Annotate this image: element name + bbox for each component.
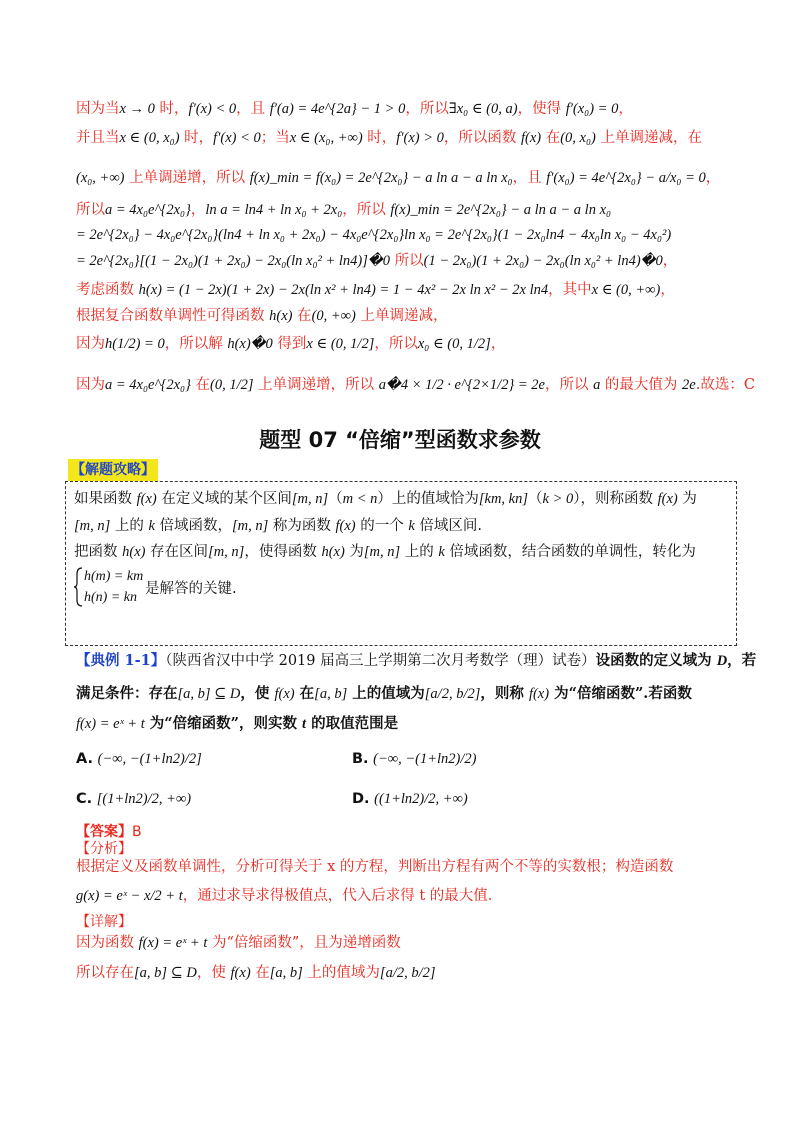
math: (0, 1/2] xyxy=(210,377,254,393)
text: 上单调递增，所以 xyxy=(253,377,379,393)
text: ， xyxy=(190,202,206,218)
solution-line-7 xyxy=(76,279,675,301)
text: 为 xyxy=(344,544,364,560)
text: 得到 xyxy=(272,336,307,352)
math: (1 − 2x₀)(1 + 2x₀) − 2x₀(ln x₀² + ln4)�0 xyxy=(423,253,663,269)
math: [a, b] xyxy=(269,965,303,981)
text: ，使得 xyxy=(517,101,566,117)
math: [a, b] xyxy=(314,686,348,702)
text: ，通过求导求得极值点，代入后求得 t 的最大值. xyxy=(182,888,493,904)
text: .故选：C xyxy=(695,377,755,393)
equation-system xyxy=(74,566,144,608)
math: f′(x) < 0 xyxy=(213,130,261,146)
detail-line-2 xyxy=(76,962,436,984)
text: 上的值域为 xyxy=(302,965,380,981)
math: [a/2, b/2] xyxy=(424,686,481,702)
math: f(x) xyxy=(657,491,678,507)
text: ）上的值域恰为 xyxy=(377,491,479,507)
example-line-2 xyxy=(76,683,692,705)
equation-1: h(m) = km xyxy=(84,569,144,584)
text: 的一个 xyxy=(355,518,409,534)
text: 在 xyxy=(190,377,210,393)
solution-line-9 xyxy=(76,333,505,355)
text: 为“倍缩函数”，且为递增函数 xyxy=(207,935,401,951)
math: f(x) = eˣ + t xyxy=(138,935,208,951)
text: ， xyxy=(705,170,721,186)
text: ，且 xyxy=(236,101,270,117)
text: ，使 xyxy=(240,685,275,702)
text: 倍域函数， xyxy=(154,518,233,534)
left-brace-icon xyxy=(74,566,84,608)
math: g(x) = eˣ − x/2 + t xyxy=(76,888,183,904)
math: f(x)_min = 2e^{2x₀} − a ln a − a ln x₀ xyxy=(390,202,612,218)
math: h(x) = (1 − 2x)(1 + 2x) − 2x(ln x² + ln4) = 1 − 4x² − 2x ln x² − 2x ln4 xyxy=(138,282,549,298)
analysis-label: 【分析】 xyxy=(76,841,132,857)
text: 时， xyxy=(179,130,214,146)
text: 所以 xyxy=(390,253,424,269)
text: ， xyxy=(660,282,675,298)
math: (0, x₀) xyxy=(560,130,596,146)
solution-line-5 xyxy=(76,224,671,246)
text: 为“倍缩函数”.若函数 xyxy=(549,685,692,702)
math: a = 4x₀e^{2x₀} xyxy=(105,202,191,218)
math: [m, n] xyxy=(74,518,111,534)
math: f′(x₀) = 0 xyxy=(565,101,619,117)
example-label: 【典例 1-1】 xyxy=(76,652,166,669)
example-source: （陕西省汉中中学 2019 届高三上学期第二次月考数学（理）试卷） xyxy=(165,653,596,669)
text: 在 xyxy=(541,130,561,146)
detail-label: 【详解】 xyxy=(76,914,132,930)
math: = 2e^{2x₀} − 4x₀e^{2x₀}(ln4 + ln x₀ + 2x₀) − 4x₀e^{2x₀}ln x₀ = 2e^{2x₀}(1 − 2x₀ln4 − 4x₀ln x₀ − 4x₀²) xyxy=(76,227,672,243)
math: (x₀, +∞) xyxy=(76,170,125,186)
text: 倍域区间. xyxy=(414,518,483,534)
example-line-3 xyxy=(76,713,398,735)
math: h(x) xyxy=(269,308,293,324)
option-value: (−∞, −(1+ln2)/2) xyxy=(373,751,477,767)
text: ，使 xyxy=(196,965,231,981)
math: f(x) xyxy=(230,965,251,981)
math: f(x) xyxy=(274,686,295,702)
section-title: 题型 07 “倍缩”型函数求参数 xyxy=(259,428,541,452)
text: 上的 xyxy=(400,544,439,560)
math: a = 4x₀e^{2x₀} xyxy=(105,377,191,393)
math: f(x) = eˣ + t xyxy=(76,716,145,732)
text: ，使得函数 xyxy=(244,544,322,560)
math: ∃x₀ ∈ (0, a) xyxy=(448,101,518,117)
option-c[interactable] xyxy=(76,788,191,810)
math: D xyxy=(716,653,728,669)
tip-line-2 xyxy=(74,515,482,537)
equation-2: h(n) = kn xyxy=(84,590,137,605)
text: 在定义域的某个区间 xyxy=(156,491,292,507)
text: 所以 xyxy=(76,202,105,218)
answer-value: B xyxy=(132,824,142,840)
text: 根据复合函数单调性可得函数 xyxy=(76,308,270,324)
text: （ xyxy=(328,491,343,507)
math: (0, +∞) xyxy=(311,308,356,324)
text: 时， xyxy=(154,101,189,117)
math: ln a = ln4 + ln x₀ + 2x₀ xyxy=(205,202,343,218)
math: f(x)_min = f(x₀) = 2e^{2x₀} − a ln a − a ln x₀ xyxy=(249,170,513,186)
option-value: [(1+ln2)/2, +∞) xyxy=(96,791,192,807)
text: 因为 xyxy=(76,377,105,393)
math: f(x) xyxy=(528,686,550,702)
text: 称为函数 xyxy=(268,518,336,534)
math: k xyxy=(408,518,415,534)
text: 上单调递减，在 xyxy=(595,130,702,146)
text: 并且当 xyxy=(76,130,120,146)
option-label: B. xyxy=(352,751,369,767)
option-d[interactable] xyxy=(352,788,468,810)
math: x → 0 xyxy=(119,101,155,117)
math: = 2e^{2x₀}[(1 − 2x₀)(1 + 2x₀) − 2x₀(ln x₀² + ln4)]�0 xyxy=(76,253,390,269)
text: ；当 xyxy=(260,130,290,146)
text: 为 xyxy=(677,491,697,507)
math: f′(a) = 4e^{2a} − 1 > 0 xyxy=(269,101,406,117)
text: 因为 xyxy=(76,336,105,352)
tip-line-5: 是解答的关键. xyxy=(145,581,237,597)
option-label: A. xyxy=(76,751,93,767)
math: x ∈ (0, +∞) xyxy=(591,282,661,298)
math: f(x) xyxy=(335,518,356,534)
solution-line-1 xyxy=(76,98,633,120)
text: ，则称 xyxy=(480,685,529,702)
text: 倍域函数，结合函数的单调性，转化为 xyxy=(444,544,696,560)
text: ， xyxy=(618,101,633,117)
text: 上单调递增，所以 xyxy=(124,170,250,186)
math: [a, b] ⊆ D xyxy=(134,965,197,981)
math: x ∈ (x₀, +∞) xyxy=(289,130,363,146)
text: 设函数的定义域为 xyxy=(595,652,717,669)
math: f′(x) < 0 xyxy=(188,101,237,117)
math: f′(x₀) = 4e^{2x₀} − a/x₀ = 0 xyxy=(546,170,706,186)
tip-label: 【解题攻略】 xyxy=(68,459,158,481)
text: 的最大值为 xyxy=(600,377,683,393)
solution-line-3 xyxy=(76,167,720,189)
math: f(x) xyxy=(136,491,157,507)
text: 考虑函数 xyxy=(76,282,139,298)
text: ，所以函数 xyxy=(443,130,521,146)
detail-line-1 xyxy=(76,932,401,954)
text: 上单调递减， xyxy=(355,308,448,324)
math: h(x) xyxy=(122,544,146,560)
math: m < n xyxy=(342,491,378,507)
math: k xyxy=(438,544,445,560)
math: h(x) xyxy=(321,544,345,560)
text: 在 xyxy=(294,685,315,702)
answer xyxy=(76,823,142,841)
text: ，若 xyxy=(727,652,757,669)
option-label: D. xyxy=(352,791,370,807)
text: 把函数 xyxy=(74,544,123,560)
text: ，所以 xyxy=(342,202,391,218)
text: 所以存在 xyxy=(76,965,134,981)
text: 上的 xyxy=(110,518,149,534)
text: ，所以 xyxy=(374,336,418,352)
text: 因为函数 xyxy=(76,935,139,951)
math: h(1/2) = 0 xyxy=(105,336,165,352)
option-value: (−∞, −(1+ln2)/2] xyxy=(97,751,202,767)
math: f′(x) > 0 xyxy=(396,130,444,146)
math: [m, n] xyxy=(232,518,269,534)
answer-label: 【答案】 xyxy=(76,824,132,840)
math: k > 0 xyxy=(542,491,574,507)
text: ，所以 xyxy=(544,377,594,393)
text: 时， xyxy=(362,130,397,146)
text: 如果函数 xyxy=(74,491,137,507)
text: 在 xyxy=(250,965,270,981)
math: k xyxy=(148,518,155,534)
example-line-1 xyxy=(76,650,756,672)
text: 因为当 xyxy=(76,101,120,117)
text: ，所以解 xyxy=(164,336,228,352)
math: f(x) xyxy=(520,130,542,146)
solution-line-2 xyxy=(76,127,702,149)
option-label: C. xyxy=(76,791,93,807)
math: [m, n] xyxy=(208,544,245,560)
analysis-line-2 xyxy=(76,885,492,907)
solution-line-4 xyxy=(76,199,611,221)
text: ， xyxy=(490,336,506,352)
text: 满足条件：存在 xyxy=(76,685,178,702)
text: ，且 xyxy=(512,170,547,186)
solution-line-10 xyxy=(76,374,755,396)
math: a xyxy=(593,377,601,393)
tip-line-1 xyxy=(74,488,697,510)
text: ），则称函数 xyxy=(573,491,658,507)
analysis-line-1: 根据定义及函数单调性，分析可得关于 x 的方程，判断出方程有两个不等的实数根；构造函数 xyxy=(76,859,674,875)
math: x ∈ (0, x₀) xyxy=(119,130,180,146)
math: h(x)�0 xyxy=(227,336,273,352)
text: 上的值域为 xyxy=(347,685,425,702)
text: （ xyxy=(528,491,543,507)
text: ，其中 xyxy=(548,282,592,298)
math: [a, b] ⊆ D xyxy=(177,686,241,702)
math: [m, n] xyxy=(363,544,401,560)
math: x₀ ∈ (0, 1/2] xyxy=(417,336,491,352)
text: 在 xyxy=(292,308,312,324)
option-b[interactable] xyxy=(352,748,476,770)
math: 2e xyxy=(682,377,696,393)
math: [m, n] xyxy=(291,491,329,507)
tip-line-3 xyxy=(74,541,696,563)
math: x ∈ (0, 1/2] xyxy=(306,336,375,352)
text: 存在区间 xyxy=(145,544,209,560)
math: [km, kn] xyxy=(478,491,529,507)
text: 的取值范围是 xyxy=(306,715,399,732)
math: a�4 × 1/2 · e^{2×1/2} = 2e xyxy=(378,377,545,393)
solution-line-8 xyxy=(76,305,447,327)
text: 为“倍缩函数”，则实数 xyxy=(144,715,303,732)
option-value: ((1+ln2)/2, +∞) xyxy=(374,791,468,807)
text: ， xyxy=(662,253,678,269)
solution-line-6 xyxy=(76,250,677,272)
text: ，所以 xyxy=(405,101,449,117)
option-a[interactable] xyxy=(76,748,202,770)
math: [a/2, b/2] xyxy=(379,965,436,981)
math: t xyxy=(302,716,307,732)
